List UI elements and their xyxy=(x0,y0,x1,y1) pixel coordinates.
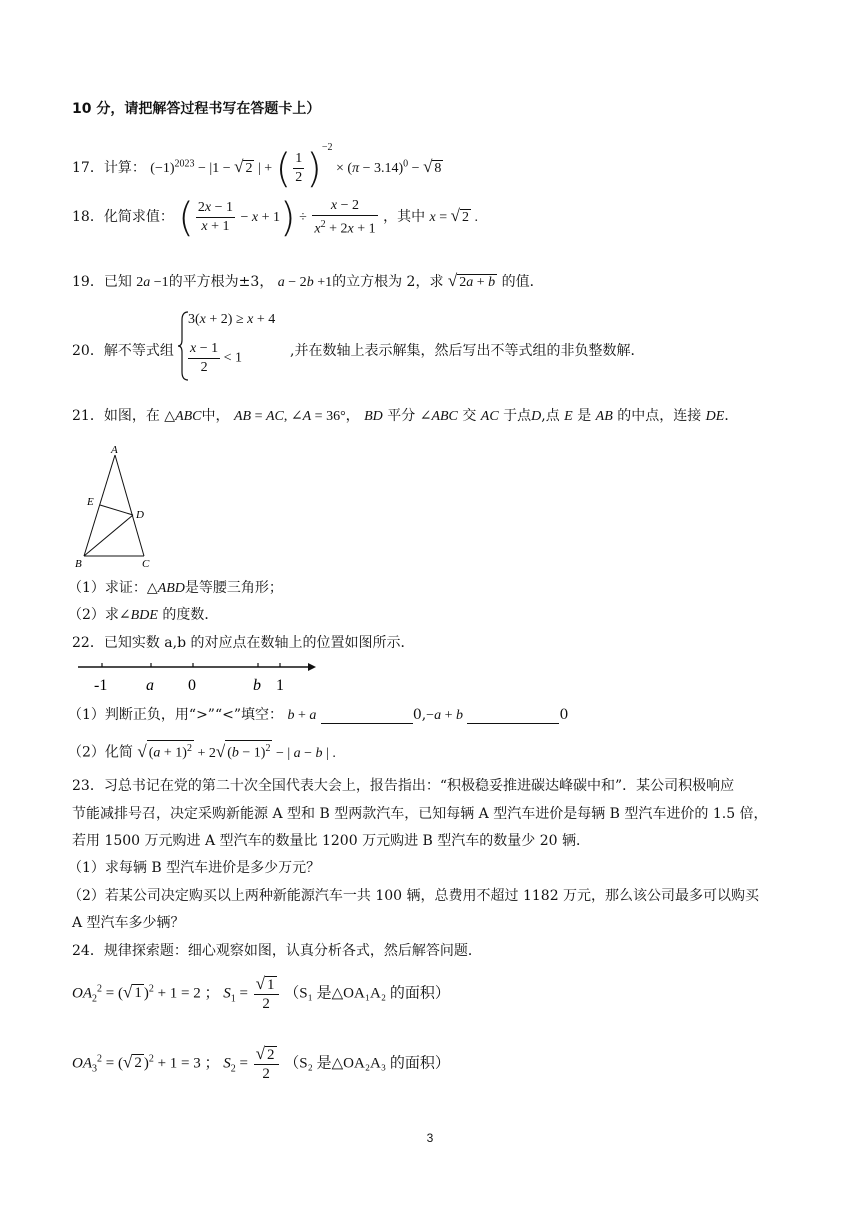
question-19: 19．已知 2a −1的平方根为±3， a − 2b +1的立方根为 2，求 √ 2a + b 的值． xyxy=(72,271,544,290)
inequality-1: 3(x + 2) ≥ x + 4 xyxy=(188,312,276,327)
question-18: 18．化简求值： ( $\frac{2x - 1}{x + 1}$ − x + 1) ÷ $\frac{x - 2}{x^2 + 2x + 1}$ ，其中 x = √ 2 . xyxy=(72,194,479,241)
q22-sub2: （2）化简 √ $(a + 1)^2 + 2√$ $(b - 1)^2$ − | a − b | . xyxy=(68,741,336,761)
question-17: 17．计算： $(-1)^{2023} - |1$ − √ 2 | + ( $\frac{1}{2}$ )$^{-2} \times (\pi - 3.14)^0$ − √ 8 xyxy=(72,142,442,192)
triangle-figure xyxy=(72,443,162,570)
tick-a: a xyxy=(146,677,154,694)
number-line xyxy=(76,657,321,695)
q20-tail: ,并在数轴上表示解集，然后写出不等式组的非负整数解． xyxy=(290,343,645,359)
tick-0: 0 xyxy=(188,677,196,694)
answer-blank-2[interactable] xyxy=(467,709,559,724)
question-23: 23．习总书记在党的第二十次全国代表大会上，报告指出：“积极稳妥推进碳达峰碳中和”．某公司积极响应 xyxy=(72,778,735,794)
q23-sub2: （2）若某公司决定购买以上两种新能源汽车一共 100 辆，总费用不超过 1182 万元，那么该公司最多可以购买 xyxy=(68,888,760,904)
tick-b: b xyxy=(253,677,261,694)
section-header: 10 分，请把解答过程书写在答题卡上） xyxy=(72,101,321,117)
q24-formula-2: $OA_3^2$ = (√ 2 )$^2$ + 1 = 3 ； $S_2$ = $\frac{√ 2}{2}$ （S₂ 是△OA₂A₃ 的面积） xyxy=(72,1044,450,1082)
q22-sub1: （1）判断正负，用“>”“<”填空： b + a 0,−a + b 0 xyxy=(68,707,569,723)
tick-neg1: -1 xyxy=(94,677,108,694)
label-A: A xyxy=(111,444,118,456)
answer-blank-1[interactable] xyxy=(321,709,413,724)
tick-1: 1 xyxy=(276,677,284,694)
inequality-2: $\frac{x - 1}{2}$ < 1 xyxy=(190,341,243,375)
label-D: D xyxy=(136,509,144,521)
label-E: E xyxy=(87,496,94,508)
label-C: C xyxy=(142,558,150,570)
q23-line3: 若用 1500 万元购进 A 型汽车的数量比 1200 万元购进 B 型汽车的数量少 20 辆． xyxy=(72,833,590,849)
q21-sub2: （2）求∠BDE 的度数． xyxy=(68,607,219,623)
label-B: B xyxy=(75,558,82,570)
q23-line2: 节能减排号召，决定采购新能源 A 型和 B 型两款汽车，已知每辆 A 型汽车进价是每辆 B 型汽车进价的 1.5 倍， xyxy=(72,806,768,822)
q18-expression: ( $\frac{2x - 1}{x + 1}$ − x + 1) ÷ $\frac{x - 2}{x^2 + 2x + 1}$ xyxy=(178,194,376,241)
q24-formula-1: $OA_2^2$ = (√ 1 )$^2$ + 1 = 2 ； $S_1$ = $\frac{√ 1}{2}$ （S₁ 是△OA₁A₂ 的面积） xyxy=(72,974,450,1012)
q21-sub1: （1）求证：△ABD是等腰三角形； xyxy=(68,580,283,596)
question-21: 21．如图，在 △ABC中， AB = AC, ∠A = 36°， BD 平分 ∠ABC 交 AC 于点D,点 E 是 AB 的中点，连接 DE． xyxy=(72,408,739,424)
question-24: 24．规律探索题：细心观察如图，认真分析各式，然后解答问题． xyxy=(72,943,482,959)
q23-sub1: （1）求每辆 B 型汽车进价是多少万元？ xyxy=(68,860,321,876)
question-22: 22．已知实数 a,b 的对应点在数轴上的位置如图所示． xyxy=(72,635,415,651)
page-number: 3 xyxy=(426,1131,434,1145)
q17-expression: $(-1)^{2023} - |1$ − √ 2 | + ( $\frac{1}{2}$ )$^{-2} \times (\pi - 3.14)^0$ − √ 8 xyxy=(150,142,442,192)
q23-sub2-cont: A 型汽车多少辆？ xyxy=(72,915,185,931)
question-20: 20．解不等式组 xyxy=(72,343,174,359)
